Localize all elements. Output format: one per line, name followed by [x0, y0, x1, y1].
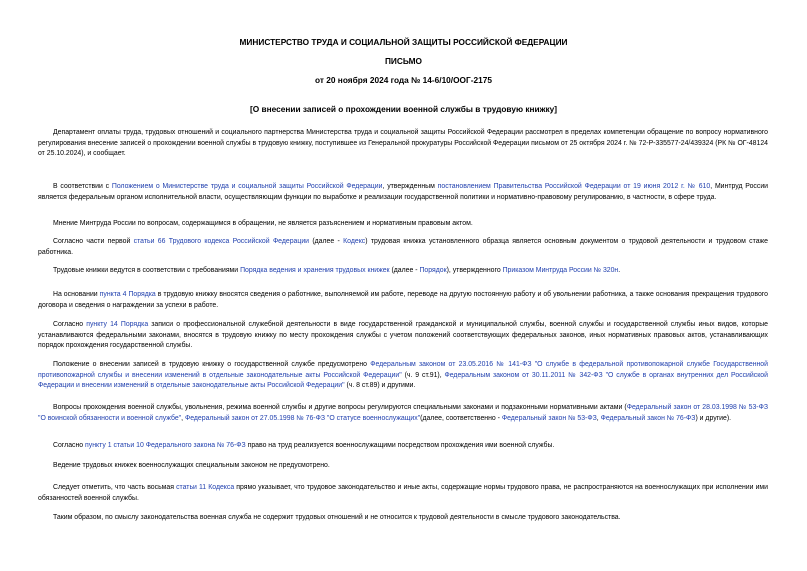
ministry-heading: МИНИСТЕРСТВО ТРУДА И СОЦИАЛЬНОЙ ЗАЩИТЫ РОССИЙСКОЙ ФЕДЕРАЦИИ: [239, 37, 568, 47]
paragraph-text: Трудовые книжки ведутся в соответствии с требованиями: [53, 267, 241, 274]
document-link[interactable]: пункту 1 статьи 10 Федерального закона № 76-ФЗ: [85, 442, 246, 449]
paragraph-text: , Минтруд России является федеральным органом исполнительной власти, осуществляющим функции по выработке и реализации государственной политики и нормативно-правовому регулированию, в частности, в сфере труда.: [38, 183, 769, 201]
document-link[interactable]: Федеральный закон № 53-ФЗ: [501, 414, 597, 422]
paragraph-text: прямо указывает, что трудовое законодательство и иные акты, содержащие нормы трудового права, не распространяются на военнослужащих при исполнении ими обязанностей военной службы.: [38, 484, 768, 502]
paragraph: [38, 483, 768, 504]
document-link[interactable]: Кодекс: [343, 238, 366, 245]
paragraph: [38, 360, 768, 392]
paragraph-text: Департамент оплаты труда, трудовых отношений и социального партнерства Министерства труда и социальной защиты Российской Федерации рассмотрел в пределах компетенции обращение по вопросу нормативного регулирования внесение записей о прохождении военной службы в трудовую книжку, поступившее из Генеральной прокуратуры Российской Федерации письмом от 25 октября 2024 г. № 72-Р-335577-24/439324 (РК № ОГ-48124 от 25.10.2024), и сообщает.: [38, 129, 768, 157]
paragraph-text: (далее, соответственно -: [420, 414, 502, 422]
paragraph-text: На основании: [53, 291, 100, 298]
document-link[interactable]: Порядок: [419, 267, 447, 274]
paragraph-text: ) и другие).: [695, 414, 732, 422]
paragraph: [38, 237, 768, 258]
paragraph-text: Ведение трудовых книжек военнослужащих специальным законом не предусмотрено.: [53, 462, 330, 469]
paragraph-text: .: [618, 267, 621, 274]
paragraph-text: Согласно: [53, 321, 87, 328]
paragraph: [38, 266, 768, 277]
document-link[interactable]: Порядка ведения и хранения трудовых книжек: [240, 267, 390, 274]
paragraph: [38, 403, 768, 424]
paragraph: [38, 219, 768, 230]
document-link[interactable]: Приказом Минтруда России № 320н: [502, 267, 619, 274]
paragraph-text: Следует отметить, что часть восьмая: [53, 484, 177, 491]
paragraph-text: Согласно части первой: [53, 238, 134, 245]
paragraph-text: Положение о внесении записей в трудовую книжку о государственной службе предусмотрено: [53, 361, 371, 368]
document-link[interactable]: пункта 4 Порядка: [99, 291, 156, 298]
document-link[interactable]: Федеральный закон от 28.03.1998 № 53-ФЗ "О воинской обязанности и военной службе": [38, 404, 768, 422]
document-link[interactable]: Положением о Министерстве труда и социальной защиты Российской Федерации: [111, 183, 383, 190]
paragraph-text: (ч. 9 ст.91),: [401, 371, 445, 379]
document-link[interactable]: пункту 14 Порядка: [86, 321, 149, 328]
paragraph-text: ) трудовая книжка установленного образца является основным документом о трудовой деятельности и трудовом стаже работника.: [38, 238, 768, 256]
paragraph-text: (далее -: [309, 238, 344, 245]
document-link[interactable]: Федеральный закон № 76-ФЗ: [600, 414, 696, 422]
paragraph: [38, 513, 768, 524]
paragraph: [38, 290, 768, 311]
paragraph: [38, 182, 768, 203]
document-link[interactable]: статьи 66 Трудового кодекса Российской Федерации: [133, 238, 310, 245]
paragraph-text: Таким образом, по смыслу законодательства военная служба не содержит трудовых отношений и не относится к трудовой деятельности в смысле трудового законодательства.: [53, 514, 621, 521]
paragraph: [38, 320, 768, 352]
paragraph-text: ,: [596, 414, 601, 422]
paragraph: [38, 128, 768, 160]
paragraph-text: (ч. 8 ст.89) и другими.: [344, 382, 416, 389]
document-date-number: от 20 ноября 2024 года № 14-6/10/ООГ-2175: [315, 75, 492, 85]
document-type: ПИСЬМО: [384, 56, 423, 66]
paragraph-text: В соответствии с: [53, 183, 112, 190]
paragraph-text: ,: [181, 414, 185, 422]
document-link[interactable]: Федеральным законом от 23.05.2016 № 141-ФЗ "О службе в федеральной противопожарной службе Государственной противопожарной службы и внесении изменений в отдельные законодательные акты Российской Федерации": [38, 361, 768, 379]
document-link[interactable]: статьи 11 Кодекса: [176, 484, 235, 491]
paragraph-text: в трудовую книжку вносятся сведения о работнике, выполняемой им работе, переводе на другую постоянную работу и об увольнении работника, а также основания прекращения трудового договора и сведения о награждении за успехи в работе.: [38, 291, 768, 309]
paragraph-text: записи о профессиональной служебной деятельности в виде государственной гражданской и муниципальной службы, военной службы и государственной службы иных видов, которые устанавливаются федеральными законами, вносятся в трудовую книжку по месту прохождения службы с учетом положений соответствующих федеральных законов, иных нормативных правовых актов, устанавливающих порядок прохождения государственной службы.: [38, 321, 768, 349]
paragraph: [38, 441, 768, 452]
document-link[interactable]: Федеральный закон от 27.05.1998 № 76-ФЗ "О статусе военнослужащих": [184, 414, 421, 422]
paragraph-text: Согласно: [53, 442, 86, 449]
document-link[interactable]: постановлением Правительства Российской Федерации от 19 июня 2012 г. № 610: [437, 183, 711, 190]
paragraph-text: (далее -: [389, 267, 420, 274]
paragraph-text: Вопросы прохождения военной службы, увольнения, режима военной службы и другие вопросы регулируются специальными законами и подзаконными нормативными актами (: [53, 404, 627, 411]
document-link[interactable]: Федеральным законом от 30.11.2011 № 342-ФЗ "О службе в органах внутренних дел Российской Федерации и внесении изменений в отдельные законодательные акты Российской Федерации": [38, 371, 768, 389]
paragraph-text: , утвержденным: [382, 183, 438, 190]
paragraph-text: право на труд реализуется военнослужащими посредством прохождения ими военной службы.: [245, 442, 555, 449]
paragraph-text: ), утвержденного: [446, 267, 503, 274]
paragraph: [38, 461, 768, 472]
document-subject: [О внесении записей о прохождении военной службы в трудовую книжку]: [249, 104, 558, 114]
paragraph-text: Мнение Минтруда России по вопросам, содержащимся в обращении, не является разъяснением и нормативным правовым актом.: [53, 220, 473, 227]
